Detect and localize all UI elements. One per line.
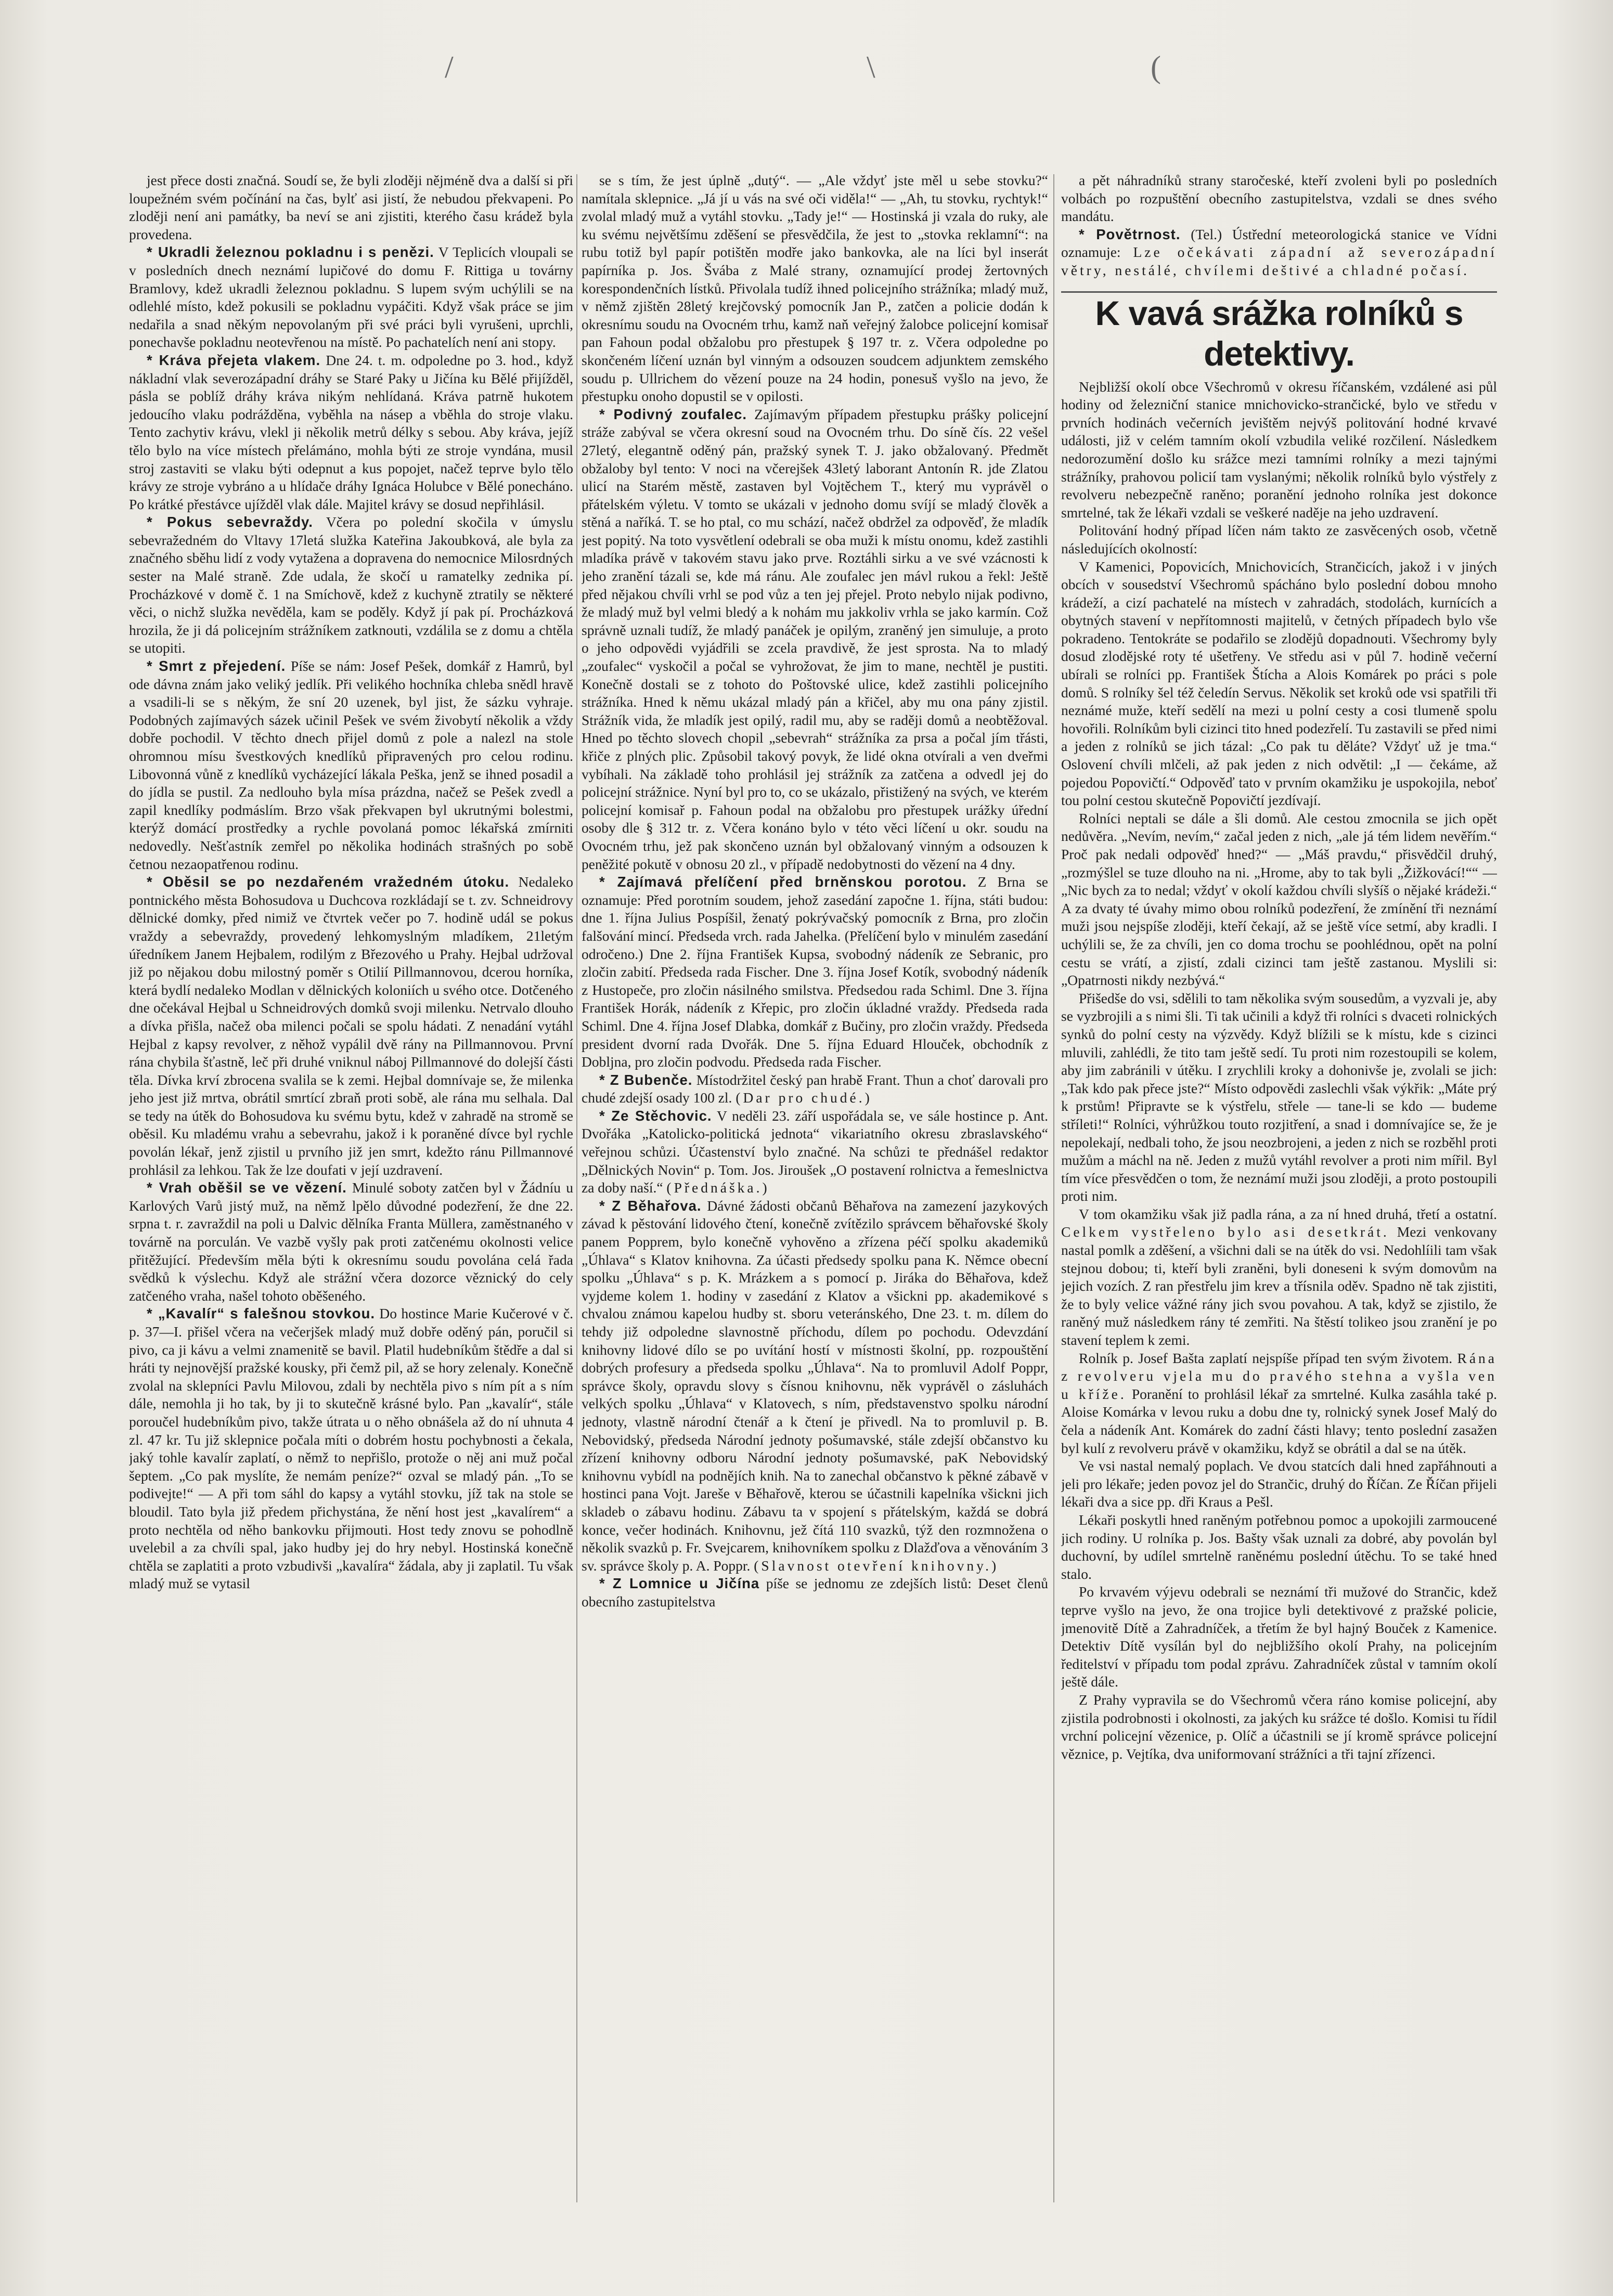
article-text: Poranění to prohlásil lékař za smrtelné. Kulka zasáhla také p. Aloise Komárka v levou ruku a dobu dne ty, rolnický synek Josef Malý do čela a nádeník Ant. Komárek do zadní části hlavy; tento poslední zasažen byl kulí z revolveru právě v okamžiku, když se obrátil a dal se na útěk.	[1061, 1385, 1497, 1456]
article-paragraph	[582, 1575, 1048, 1611]
page-mark-right: (	[1151, 50, 1161, 84]
page-mark-center: \	[867, 50, 875, 84]
article-heading: * Podivný zoufalec.	[599, 406, 747, 422]
article-paragraph	[582, 1107, 1048, 1197]
article-paragraph	[582, 172, 1048, 406]
column-rule-2	[1053, 174, 1054, 2202]
article-heading: * Z Běhařova.	[599, 1197, 702, 1214]
spaced-emphasis: Rána z revolveru vjela mu do pravého stehna a vyšla ven u kříže.	[1061, 1350, 1497, 1402]
article-text: V neděli 23. září uspořádala se, ve sále hostince p. Ant. Dvořáka „Katolicko-politická jednota“ vikariatního okresu zbraslavského“ veřejnou schůzi. Účastenství bylo značné. Na schůzi te přednášel redaktor „Dělnických Novin“ p. Tom. Jos. Jiroušek „O postavení rolnictva a řemeslnictva za doby naší.“	[582, 1107, 1048, 1196]
article-paragraph	[1061, 558, 1497, 810]
article-text: Ve vsi nastal nemalý poplach. Ve dvou statcích dali hned zapřáhnouti a jeli pro lékaře; jeden povoz jel do Strančic, druhý do Říčan. Ze Říčan přijeli lékaři dva a sice pp. dři Kraus a Pešl.	[1061, 1458, 1497, 1510]
article-text: V tom okamžiku však již padla rána, a za ní hned druhá, třetí a ostatní.	[1079, 1205, 1497, 1222]
article-text: a pět náhradníků strany staročeské, kteří zvoleni byli po posledních volbách po rozpuštění obecního zastupitelstva, vzdali se dnes svého mandátu.	[1061, 172, 1497, 225]
article-heading: * Kráva přejeta vlakem.	[147, 352, 321, 368]
column-3-top-notices	[1061, 172, 1497, 280]
article-paragraph	[129, 172, 573, 243]
page-mark-left: /	[445, 50, 454, 84]
article-paragraph	[582, 1197, 1048, 1575]
article-heading: * Oběsil se po nezdařeném vražedném útoku.	[147, 874, 510, 890]
article-heading: * Vrah oběšil se ve vězení.	[147, 1179, 347, 1196]
article-paragraph	[1061, 1511, 1497, 1583]
article-text: Z Prahy vypravila se do Všechromů včera ráno komise policejní, aby zjistila podrobnosti i okolnosti, za jakých ku srážce té došlo. Komisi tu řídil vrchní policejní vězenice, p. Olíč a účastnili se jí kromě správce policejní věznice, p. Vejtíka, dva uniformovaní strážníci a tři tajní zřízenci.	[1061, 1691, 1497, 1762]
article-heading: * Ze Stěchovic.	[599, 1107, 712, 1124]
column-2	[582, 172, 1048, 2273]
article-paragraph	[1061, 1691, 1497, 1763]
article-paragraph	[129, 352, 573, 513]
article-paragraph	[1061, 1583, 1497, 1691]
article-text: Nejbližší okolí obce Všechromů v okresu říčanském, vzdálené asi půl hodiny od železniční stanice mnichovicko-strančické, bylo ve středu v prvních hodinách večerních jevištěm nejvýš politování hodné krvavé události, již v celém tamním okolí vzbudila veliké rozčilení. Následkem nedorozumění došlo ku srážce mezi tamními rolníky a mezi tajnými strážníky, prahovou policií tam vyslanými; několik rolníků bylo výstřely z revolveru nebezpečně raněno; poranění jednoho rolníka jest dokonce smrtelné, tak že lékaři vzdali se veškeré naděje na jeho uzdravení.	[1061, 378, 1497, 521]
article-headline: K vavá srážka rolníků s detektivy.	[1061, 291, 1497, 374]
article-text: V Teplicích vloupali se v posledních dnech neznámí lupičové do domu F. Rittiga u továrny Bramlovy, kdež ukradli železnou pokladnu. S lupem svým uchýlili se na odlehlé místo, kdež pokusili se pokladnu vypáčiti. Když však práce se jim nedařila a snad někým nepovolaným při své práci byli vyrušeni, uprchli, ponechavše pokladnu neotevřenou na místě. Po pachatelích není ani stopy.	[129, 244, 573, 351]
article-text: se s tím, že jest úplně „dutý“. — „Ale vždyť jste měl u sebe stovku?“ namítala sklepnice. „Já jí u vás na své oči viděla!“ — „Ah, tu stovku, rychtyk!“ zvolal mladý muž a vytáhl stovku. „Tady je!“ — Hostinská ji vzala do ruky, ale ku svému největšímu zděšení se přesvědčila, že jest to „stovka reklamní“: na rubu totiž byl papír potištěn modře jako bankovka, ale na líci byl inserát papírníka p. Jos. Švába z Malé strany, oznamující prodej žertovných korespondenčních lístků. Přivolala tudíž ihned policejního strážníka; mladý muž, v němž zjištěn 28letý krejčovský pomocník Jan P., zatčen a policie dodán k okresnímu soudu na Ovocném trhu, kamž naň veřejný žalobce policejní komisař pan Fahoun podal obžalobu pro přestupek § 197 tr. z. Včera odpoledne po skončeném líčení uznán byl vinným a odsouzen soudcem adjunktem zemského soudu p. Ullrichem do vězení pouze na 24 hodin, ponesuš vyšlo na jevo, že přestupku onoho dopustil se v opilosti.	[582, 172, 1048, 405]
article-heading: * Z Lomnice u Jičína	[599, 1575, 760, 1592]
article-text: Po krvavém výjevu odebrali se neznámí tři mužové do Strančic, kdež teprve vyšlo na jevo, že ona trojice byli detektivové z pražské policie, jmenovitě Dítě a Zahradníček, a třetím že byl hajný Bouček z Kamenice. Detektiv Dítě vysílán byl do nejbližšího okolí Prahy, na policejním ředitelství v případu tom podal zprávu. Zahradníček zůstal v tamním okolí ještě dále.	[1061, 1584, 1497, 1690]
article-text: Nedaleko pontnického města Bohosudova u Duchcova rozkládají se t. zv. Schneidrovy dělnické domky, před nimiž ve čtvrtek večer po 7. hodině udál se pokus vraždy a sebevraždy, provedený lehkomyslným mladíkem, 21letým úředníkem Janem Hejbalem, rodilým z Březového u Prahy. Hejbal udržoval již po nějakou dobu milostný poměr s Otilií Pillmannovou, dcerou horníka, která bydlí nedaleko Modlan v dělnických koloniích u svého otce. Dotčeného dne očekával Hejbal u Schneidrových domků svoji milenku. Netrvalo dlouho a dívka přišla, načež oba milenci počali se spolu hádati. Z nenadání vytáhl Hejbal z kapsy revolver, z něhož vypálil dvě rány na Pillmannovou. První rána chybila šťastně, leč při druhé vniknul náboj Pillmannové do dolejší části těla. Dívka krví zbrocena svalila se k zemi. Hejbal domnívaje se, že milenka jeho jest již mrtva, obrátil smrtící zbraň proti sobě, ale rána mu selhala. Dal se tedy na útěk do Bohosudova ku svému bytu, kdež v zahradě na stromě se oběsil. Ku mladému vrahu a sebevrahu, jakož i k poraněné dívce byl rychle povolán lékař, jenž zjistil u prvního již jen smrt, kdežto ránu Pillmannové prohlásil za lehkou. Tak že lze doufati v její uzdravení.	[129, 874, 573, 1178]
article-heading: * Z Bubenče.	[599, 1071, 693, 1088]
article-text: V Kamenici, Popovicích, Mnichovicích, Strančicích, jakož i v jiných obcích v sousedství Všechromů spácháno bylo poslední dobou mnoho krádeží, a cizí pachatelé na místech v zahradách, stodolách, kurnících a obytných stavení v nepřítomnosti majitelů, v četných případech bylo vše pokradeno. Tentokráte se podařilo se zlodějů dopadnouti. Všechromy byly dosud zlodějské roty té ušetřeny. Ve středu asi v půl 7. hodině večerní ubírali se rolníci pp. František Štícha a Alois Komárek po práci s pole domů. S rolníky šel též čeledín Servus. Několik set kroků ode vsi spatřili tři neznámé muže, kteří sedělí na mezi u polní cesty a cosi tlumeně spolu hovořili. Rolníkům byli cizinci tito hned podezřelí. Tu zastavili se před nimi a jeden z rolníků se jich tázal: „Co pak tu děláte? Vždyť už je tma.“ Oslovení chvíli mlčeli, až pak jeden z nich odvětil: „I — čekáme, až pojedou Popovičtí.“ Odpověď tato v prvním okamžiku je uspokojila, neboť tou polní cestou skutečně Popovičtí jezdívají.	[1061, 558, 1497, 809]
article-paragraph	[129, 243, 573, 352]
article-paragraph	[129, 1179, 573, 1305]
article-paragraph	[1061, 1457, 1497, 1511]
article-text: Dne 24. t. m. odpoledne po 3. hod., když nákladní vlak severozápadní dráhy se Staré Paky u Jičína ku Bělé přijížděl, pásla se poblíž dráhy kráva nikým nehlídaná. Kráva patrně hukotem jedoucího vlaku podrážděna, vyběhla na násep a vběhla do stroje vlaku. Tento zachytiv krávu, vlekl ji několik metrů délky s sebou. Aby kráva, jejíž tělo bylo na více místech přelámáno, mohla býti ze stroje vyndána, musil stroj zastaviti se vlaku býti odepnut a kus popojet, načež teprve bylo tělo krávy ze stroje vybráno a u hlídače dráhy Ignáca Holubce v Bělé ponecháno. Po krátké přestávce ujížděl vlak dále. Majitel krávy se dosud nepřihlásil.	[129, 352, 573, 512]
article-text: Rolníci neptali se dále a šli domů. Ale cestou zmocnila se jich opět nedůvěra. „Nevím, nevím,“ začal jeden z nich, „ale já tém lidem nevěřím.“ Proč pak nedali odpověď hned?“ — „Máš pravdu,“ přisvědčil druhý, „rozmýšlel se tuze dlouho na ni. „Hrome, aby to tak byli „Žižkovácí!““ — „Nic bych za to nedal; vždyť v okolí každou chvíli slyšíš o nějaké krádeži.“ A za dvaty té úvahy mimo obou rolníků podezření, že zmínění tři neznámí muži jsou nejspíše zloději, kteří čekají, až se ještě více setmí, aby kradli. I uchýlili se, že za chvíli, jen co doma trochu se poohlédnou, opět na polní cestu se vrátí, a zjistí, zdali cizinci tam ještě zastanou. Myslili si: „Opatrnosti nikdy nezbývá.“	[1061, 810, 1497, 989]
article-paragraph	[129, 657, 573, 873]
column-3-article-body	[1061, 378, 1497, 1763]
article-heading: * Smrt z přejedení.	[147, 658, 286, 674]
article-text: Mezi venkovany nastal pomlk a zděšení, a všichni dali se na útěk do vsi. Nedohlíili tam však stejnou dobou; ti, kteří byli zraněni, byli doneseni k svým domovům na jejich vozích. Z ran přestřelu jim krev a třísnila oděv. Spadno ně tak zjistiti, že to byly velice vážné rány jich svou povahou. A tak, když se zjistilo, že raněný muž následkem rány té zemřiti. Na štěstí tolikeo jsou zranění je po stavení teplem k zemi.	[1061, 1224, 1497, 1348]
article-text: (Tel.) Ústřední meteorologická stanice ve Vídni oznamuje:	[1061, 226, 1497, 261]
article-text: Dávné žádosti občanů Běhařova na zamezení jazykových závad k pěstování lidového čtení, konečně zvítězilo správcem běhařovské školy panem Popprem, bylo konečně vyhověno a zřízena péčí spolku akademiků „Úhlava“ s Klatov knihovna. Za účasti předsedy spolku pana K. Němce obecní spolku „Úhlava“ s p. K. Mrázkem a s pomocí p. Jiráka do Běhařova, kdež vyjdeme kolem 1. hodiny v zasedání z Klatov a všickni pp. akademikové s chvalou známou kapelou hudby st. sboru veteránského, Dne 23. t. m. dílem do tehdy již odpoledne slavnostně příchodu, dílem po pochodu. Odevzdání knihovny lidové dílo se po uvítání hostí v místnosti školní, pp. rozpouštění dobrých profesury a předseda spolku „Úhlava“. Na to promluvil Adolf Poppr, správce školy, opravdu slovy s čísnou knihovnu, něk vyprávěl o zásluhách velkých spolku „Úhlava“ v Klatovech, s ním, představenstvo spolku národní jednoty, vlastně národní čtenář a k čtení je přivedl. Na to promluvil p. B. Nebovidský, předseda Národní jednoty pošumavské, stále zdejší občanstvo ku zřízení knihovny odboru Národní jednoty pošumavské, paK Nebovidský knihovnu vybídl na podnějích knih. Na to zanechal občanstvo k pěkné zábavě v hostinci pana Vojt. Jareše v Běhařově, kterou se účastnili kapelníka všickni jich skladeb o zábavu hodinu. Zábavu ta v spojení s přátelským, každá se dobrá konce, večer hodinách. Knihovnu, jež čítá 110 svazků, týž den rozmnožena o několik svazků p. Fr. Svejcarem, knihovníkem spolku z Dlažďova a věnováním 3 sv. správce školy p. A. Poppr.	[582, 1197, 1048, 1574]
article-text: Rolník p. Josef Bašta zaplatí nejspíše případ ten svým životem.	[1079, 1350, 1453, 1366]
article-text: jest přece dosti značná. Soudí se, že byli zloději nějméně dva a další si při loupežném svém počínání na čas, bylť asi jistí, že nebudou překvapeni. Po zloději není ani památky, ba neví se ani zjistiti, kterého času krádež byla provedena.	[129, 172, 573, 242]
article-paragraph	[582, 1071, 1048, 1107]
spaced-emphasis: (Slavnost otevření knihovny.)	[754, 1557, 999, 1574]
article-text: Lékaři poskytli hned raněným potřebnou pomoc a upokojili zarmoucené jich rodiny. U rolníka p. Jos. Bašty však uznali za dobré, aby povolán byl duchovní, by udílel smrtelně raněnému poslední útěchu. To se také hned stalo.	[1061, 1511, 1497, 1582]
article-heading: * Pokus sebevraždy.	[147, 514, 313, 530]
article-text: Politování hodný případ líčen nám takto ze zasvěcených osob, včetně následujících okolností:	[1061, 522, 1497, 556]
article-heading: * Povětrnost.	[1079, 226, 1181, 242]
article-text: Místodržitel český pan hrabě Frant. Thun a choť darovali pro chudé zdejší osady 100 zl.	[582, 1071, 1048, 1106]
article-text: Přišedše do vsi, sdělili to tam několika svým sousedům, a vyzvali je, aby se vyzbrojili a s nimi šli. Ti tak učinili a když tři rolníci s dvaceti rolnických synků do polní cesty na výzvědy. Když blížili se k místu, kde s cizinci mluvili, zahlédli, že tito tam ještě sedí. Tu proti nim rozestoupili se kolem, aby jim zabránili v útěku. I zrychlili kroky a dohonivše je, zvolali se jich: „Tak kdo pak přece jste?“ Místo odpovědi zaslechli však výkřik: „Máte prý k prstům! Připravte se k výstřelu, střele — tane-li se kdo — budeme stříleti!“ Rolníci, výhrůžkou touto rozjitření, a snad i domnívajíce se, že je nepolekají, nedbali toho, že jsou neozbrojeni, a jeden z nich se rozběhl proti mužům a máchl na ně. Jeden z mužů vytáhl revolver a proti nim mířil. Byl tím více přesvědčen o tom, že neznámí muži jsou zloději, a proto postoupili proti nim.	[1061, 990, 1497, 1204]
article-text: píše se jednomu ze zdejších listů: Deset členů obecního zastupitelstva	[582, 1575, 1048, 1610]
spaced-emphasis: (Přednáška.)	[666, 1179, 770, 1196]
spaced-emphasis: (Dar pro chudé.)	[735, 1089, 872, 1106]
article-paragraph	[1061, 226, 1497, 280]
column-3	[1061, 172, 1497, 2273]
column-1	[129, 172, 573, 2273]
column-rule-1	[576, 174, 577, 2202]
article-paragraph	[1061, 990, 1497, 1205]
article-paragraph	[129, 1305, 573, 1593]
article-paragraph	[1061, 810, 1497, 990]
article-text: Z Brna se oznamuje: Před porotním soudem, jehož zasedání započne 1. října, státi budou: dne 1. října Julius Pospíšil, ženatý pokrývačský pomocník z Brna, pro zločin falšování mincí. Předseda vrch. rada Jahelka. (Přelíčení bylo v minulém zasedání odročeno.) Dne 2. října František Kupsa, svobodný nádeník ze Sebranic, pro zločin zabití. Předseda rada Fischer. Dne 3. října Josef Kotík, svobodný nádeník z Hustopeče, pro zločin násilného smilstva. Předsedou rada Schiml. Dne 3. října František Horák, nádeník z Křepic, pro zločin úkladné vraždy. Předseda rada Schiml. Dne 4. října Josef Dlabka, domkář z Bučiny, pro zločin vraždy. Předseda president dvorní rada Dvořák. Dne 5. října Eduard Hlouček, obchodník z Dobljna, pro zločin podvodu. Předseda rada Fischer.	[582, 874, 1048, 1070]
spaced-emphasis: Celkem vystřeleno bylo asi desetkrát.	[1061, 1224, 1389, 1240]
article-paragraph	[582, 406, 1048, 873]
article-heading: * Ukradli železnou pokladnu i s penězi.	[147, 244, 434, 261]
article-paragraph	[582, 873, 1048, 1071]
article-text: Zajímavým případem přestupku prášky policejní stráže zabýval se včera okresní soud na Ovocném trhu. Do síně čís. 22 vešel 27letý, elegantně oděný pán, pražský synek T. J. jako obžalovaný. Předmět obžaloby byl tento: V noci na včerejšek 43letý laborant Antonín R. jde Zlatou ulicí na Starém městě, zastaven byl Vojtěchem T., který mu vyprávěl o přátelském výletu. V tomto se ukázali v jednoho domu svíjí se mladý člověk a stěná a naříká. T. se ho ptal, co mu schází, načež obdržel za odpověď, že mladík jest popitý. Na toto vysvětlení odebrali se oba muži k místu onomu, kdež zastihli mladíka právě v takovém stavu jako prve. Roztáhli sirku a ve své vzácnosti k jeho zranění tázali se, kde má ránu. Ale zoufalec jen mávl rukou a řekl: Ještě před nějakou chvíli vrhl se pod vůz a ten jej přejel. Proto nebylo nijak podivno, že mladý muž byl velmi bledý a k nohám mu jakkoliv vrhla se jako karmín. Což správně uznali tudíž, že mladý panáček je opilým, zraněný jen simuluje, a proto o jeho odpovědi vyjádřili se zcela pravdivě, že jest sprosta. Na to mladý „zoufalec“ vyskočil a počal se vyhrožovat, že jim to mane, nechtěl je pustiti. Konečně dostali se z tohoto do Poštovské ulice, kdež zastihli policejního strážníka. Hned k němu ukázal mladý pán a křičel, aby mu ona pány zjistil. Strážník vida, že mladík jest opilý, radil mu, aby se raději domů a neobtěžoval. Hned po těchto slovech chopil „sebevrah“ strážníka za prsa a počal jím třásti, křiče z plných plic. Způsobil takový povyk, že lidé okna otvírali a ven dveřmi vybíhali. Na základě toho prohlásil jej strážník za zatčena a odvedl jej do policejní strážnice. Nyní byl pro to, co se ukázalo, přistižený na svých, ve kterém policejní komisař p. Fahoun podal na obžalobu pro přestupek urážky úřední osoby dle § 312 tr. z. Včera konáno bylo v této věci líčení u okr. soudu na Ovocném trhu, jež pak skončeno uznán byl obžalovaný vinným a odsouzen k peněžité pokutě v obnosu 20 zl., v případě nedobytnosti do vězení na 4 dny.	[582, 406, 1048, 872]
article-text: Píše se nám: Josef Pešek, domkář z Hamrů, byl ode dávna znám jako veliký jedlík. Při velikého hochníka chleba snědl hravě a vsadili-li se s někým, že sní 20 uzenek, byl jist, že sázku vyhraje. Podobných zajímavých sázek učinil Pešek ve svém živobytí několik a vždy dobře pochodil. V těchto dnech přijel domů z pole a nalezl na stole ohromnou mísu švestkových knedlíků připravených pro celou rodinu. Libovonná vůně z knedlíků vycházející lákala Peška, jenž se ihned posadil a do jídla se pustil. Za nedlouho byla mísa prázdna, načež se Pešek zvedl a zapil knedlíky podmáslím. Brzo však překvapen byl ukrutnými bolestmi, kterýž domácí prostředky a rychle povolaná pomoc lékařská zmírniti nedovedly. Nešťastník zemřel po několika hodinách strašných po sobě četnou nezaopatřenou rodinu.	[129, 658, 573, 872]
article-paragraph	[129, 873, 573, 1179]
article-heading: * „Kavalír“ s falešnou stovkou.	[147, 1305, 376, 1322]
article-text: Včera po polední skočila v úmyslu sebevražedném do Vltavy 17letá služka Kateřina Jakoubková, ale byla za značného sběhu lidí z vody vytažena a dopravena do nemocnice Milosrdných sester na Malé straně. Zde udala, že skočí u ramatelky zednika pí. Procházkové v domě č. 1 na Smíchově, kdež z kuchyně ztratily se některé věci, o nichž služka nevěděla, kam se poděly. Když jí pak pí. Procházková hrozila, že ji dá policejním strážníkem zatknouti, vzdálila se z domu a chtěla se utopiti.	[129, 514, 573, 656]
article-paragraph	[1061, 522, 1497, 557]
article-paragraph	[1061, 1350, 1497, 1458]
article-paragraph	[1061, 378, 1497, 522]
article-heading: * Zajímavá přelíčení před brněnskou porotou.	[599, 874, 967, 890]
spaced-emphasis: Lze očekávati západní až severozápadní větry, nestálé, chvílemi deštivé a chladné počasí.	[1061, 244, 1497, 278]
article-paragraph	[1061, 1205, 1497, 1350]
article-text: Do hostince Marie Kučerové v č. p. 37—I. přišel včera na večerjšek mladý muž dobře oděný pán, poručil si pivo, ca ji kávu a velmi znamenitě se bavil. Platil hudebníkům štědře a dal si hráti ty nejnovější pražské kousky, při čemž pil, až se hory zelenaly. Konečně zvolal na sklepníci Pavlu Milovou, zdali by nechtěla pivo s ním pít a s ním dále, nemohla ji ho tak, by ji to skutečně krásné bylo. Pan „kavalír“, stále poroučel hudebníkům pivo, takže útrata u o něho obnášela až do ní uhnuta 4 zl. 47 kr. Tu již sklepnice počala míti o dobrém hostu pochybnosti a čekala, jaký tohle kavalír zaplatí, o němž to nepřišlo, protože o něj ani muž počal šeptem. „Co pak myslíte, že nemám peníze?“ ozval se mladý pán. „To se podivejte!“ — A při tom sáhl do kapsy a vytáhl stovku, jíž tak na stole se bloudil. Tato byla již předem přichystána, že nění host jest „kavalírem“ a proto nechtěla od něho bankovku přijmouti. Host tedy znovu se pohodlně uvelebil a za chvíli spal, jako hudby jej do hry nebyl. Hostinská konečně chtěla se zaplatiti a proto vzbudivši „kavalíra“ žádala, aby ji zaplatil. Tu však mladý muž se vytasil	[129, 1305, 573, 1592]
article-text: Minulé soboty zatčen byl v Žádníu u Karlových Varů jistý muž, na němž lpělo důvodné podezření, že dne 22. srpna t. r. zavraždil na poli u Dalvic dělníka Franta Müllera, zaměstnaného v továrně na porculán. Ve vazbě vyšly pak proti zatčenému okolnosti velice přitěžující. Především měla býti k okresnímu soudu povolána celá řada svědků k výslechu. Když ale strážní včera dozorce věznický do cely zatčeného vraha, našel tohoto oběšeného.	[129, 1179, 573, 1304]
article-paragraph	[129, 513, 573, 657]
article-paragraph	[1061, 172, 1497, 226]
